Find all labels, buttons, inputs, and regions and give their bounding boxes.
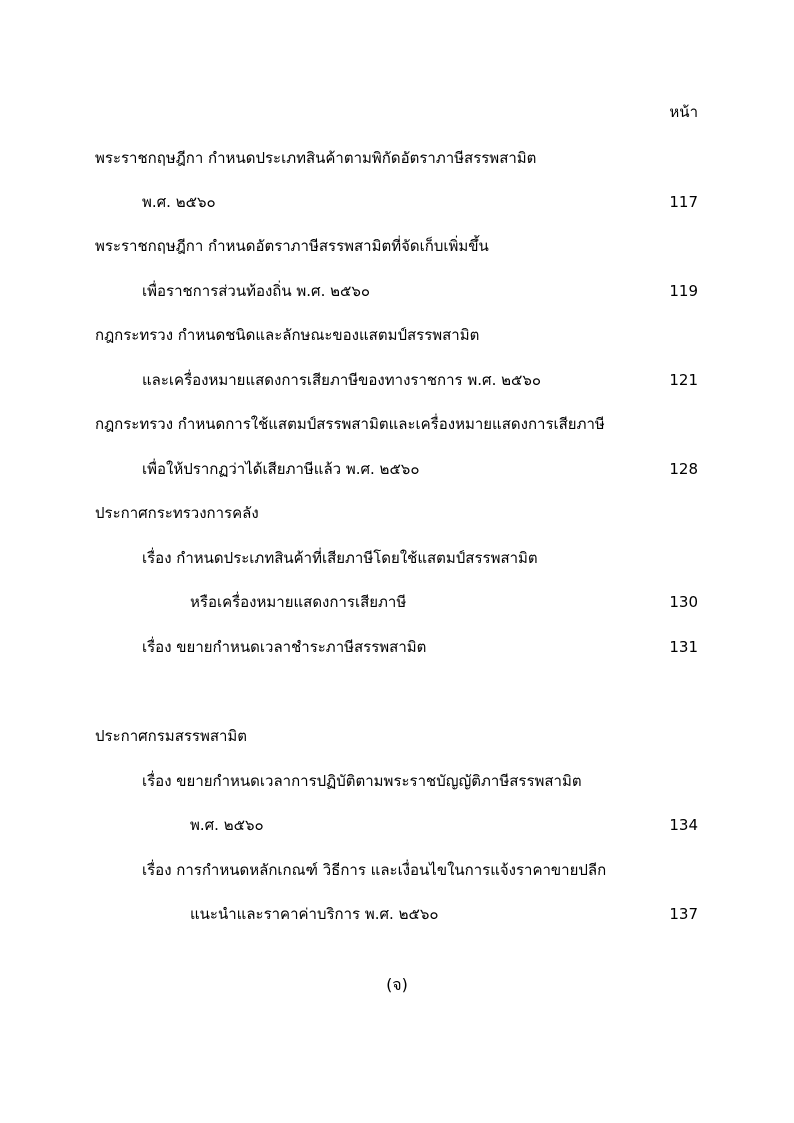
toc-page-number: 121 [669, 371, 698, 389]
toc-entry-title: เรื่อง การกำหนดหลักเกณฑ์ วิธีการ และเงื่อนไขในการแจ้งราคาขายปลีก [142, 861, 607, 879]
toc-section-heading: ประกาศกระทรวงการคลัง [95, 504, 259, 522]
toc-page-number: 117 [669, 193, 698, 211]
toc-page-number: 119 [669, 282, 698, 300]
toc-entry-title: เรื่อง ขยายกำหนดเวลาการปฏิบัติตามพระราชบัญญัติภาษีสรรพสามิต [142, 772, 582, 790]
toc-page-number: 131 [669, 638, 698, 656]
toc-entry-title-cont: แนะนำและราคาค่าบริการ พ.ศ. ๒๕๖๐ [190, 905, 439, 923]
toc-section-heading: ประกาศกรมสรรพสามิต [95, 727, 248, 745]
toc-page-number: 130 [669, 593, 698, 611]
toc-entry-title: เรื่อง ขยายกำหนดเวลาชำระภาษีสรรพสามิต [142, 638, 427, 656]
toc-page-number: 134 [669, 816, 698, 834]
page-column-header: หน้า [669, 103, 698, 121]
toc-entry-title-cont: เพื่อราชการส่วนท้องถิ่น พ.ศ. ๒๕๖๐ [142, 282, 371, 300]
toc-entry-title-cont: เพื่อให้ปรากฏว่าได้เสียภาษีแล้ว พ.ศ. ๒๕๖๐ [142, 460, 420, 478]
toc-entry-title-cont: พ.ศ. ๒๕๖๐ [142, 193, 216, 211]
toc-entry-title-cont: พ.ศ. ๒๕๖๐ [190, 816, 264, 834]
toc-entry-title: พระราชกฤษฎีกา กำหนดอัตราภาษีสรรพสามิตที่จัดเก็บเพิ่มขึ้น [95, 237, 489, 255]
toc-entry-title: พระราชกฤษฎีกา กำหนดประเภทสินค้าตามพิกัดอัตราภาษีสรรพสามิต [95, 149, 537, 167]
toc-page-number: 137 [669, 905, 698, 923]
toc-page-number: 128 [669, 460, 698, 478]
page-marker: (จ) [386, 975, 408, 994]
toc-entry-title: กฎกระทรวง กำหนดการใช้แสตมป์สรรพสามิตและเครื่องหมายแสดงการเสียภาษี [95, 415, 605, 433]
toc-entry-title-cont: หรือเครื่องหมายแสดงการเสียภาษี [190, 593, 407, 611]
toc-entry-title: กฎกระทรวง กำหนดชนิดและลักษณะของแสตมป์สรรพสามิต [95, 326, 480, 344]
toc-entry-title: เรื่อง กำหนดประเภทสินค้าที่เสียภาษีโดยใช้แสตมป์สรรพสามิต [142, 549, 538, 567]
toc-entry-title-cont: และเครื่องหมายแสดงการเสียภาษีของทางราชการ พ.ศ. ๒๕๖๐ [142, 371, 542, 389]
